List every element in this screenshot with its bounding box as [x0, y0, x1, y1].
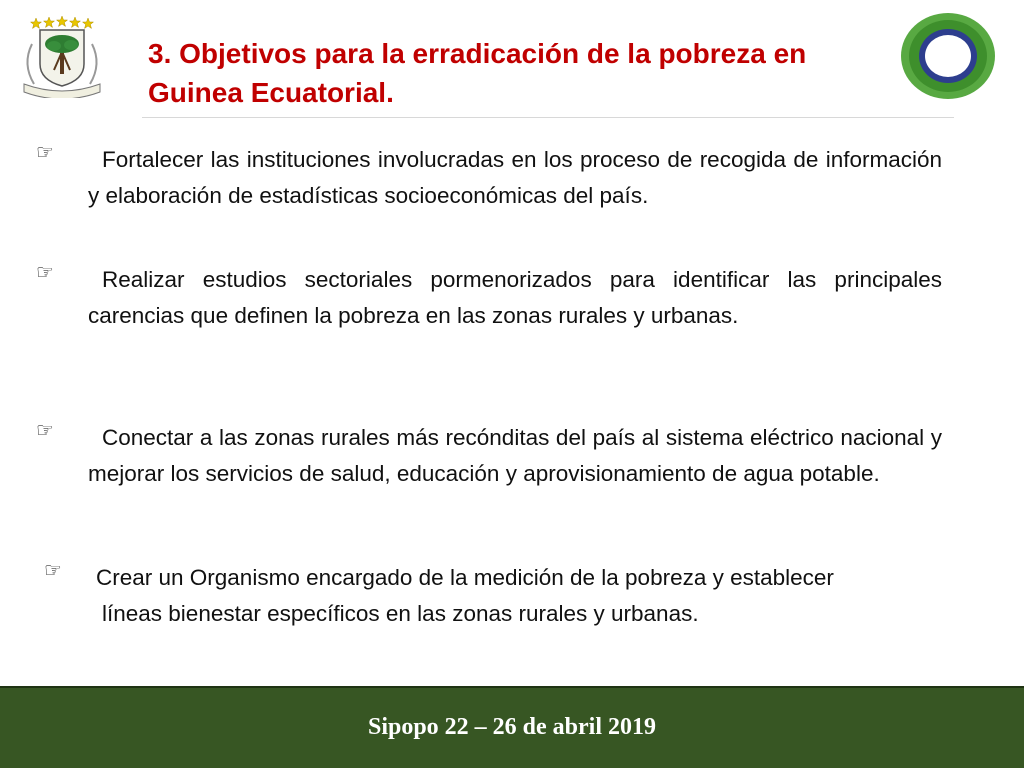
- pointing-hand-icon: ☞: [36, 420, 54, 442]
- bullet-item: [36, 262, 946, 382]
- title-divider: [142, 117, 954, 118]
- bullet-text: Conectar a las zonas rurales más recónditas del país al sistema eléctrico nacional y mejorar los servicios de salud, educación y aprovisionamiento de agua potable.: [88, 425, 942, 486]
- pointing-hand-icon: ☞: [36, 142, 54, 164]
- slide-title: 3. Objetivos para la erradicación de la pobreza en Guinea Ecuatorial.: [148, 38, 807, 108]
- bullet-item: [44, 560, 974, 640]
- coat-of-arms-emblem: [14, 14, 114, 98]
- ring-logo: [898, 10, 998, 102]
- footer-bar: [0, 686, 1024, 768]
- bullet-text: Realizar estudios sectoriales pormenorizados para identificar las principales carencias que definen la pobreza en las zonas rurales y urbanas.: [88, 267, 942, 328]
- bullet-text-line-2: líneas bienestar específicos en las zonas rurales y urbanas.: [102, 601, 699, 626]
- pointing-hand-icon: ☞: [36, 262, 54, 284]
- bullet-item: [36, 420, 946, 540]
- bullet-text-line-1: Crear un Organismo encargado de la medición de la pobreza y establecer: [96, 565, 834, 590]
- bullet-text: Fortalecer las instituciones involucradas en los proceso de recogida de información y elaboración de estadísticas socioeconómicas del país.: [88, 147, 942, 208]
- bullet-item: [36, 142, 946, 222]
- bullet-text: [96, 560, 968, 632]
- footer-text: Sipopo 22 – 26 de abril 2019: [367, 714, 657, 740]
- pointing-hand-icon: ☞: [44, 560, 62, 582]
